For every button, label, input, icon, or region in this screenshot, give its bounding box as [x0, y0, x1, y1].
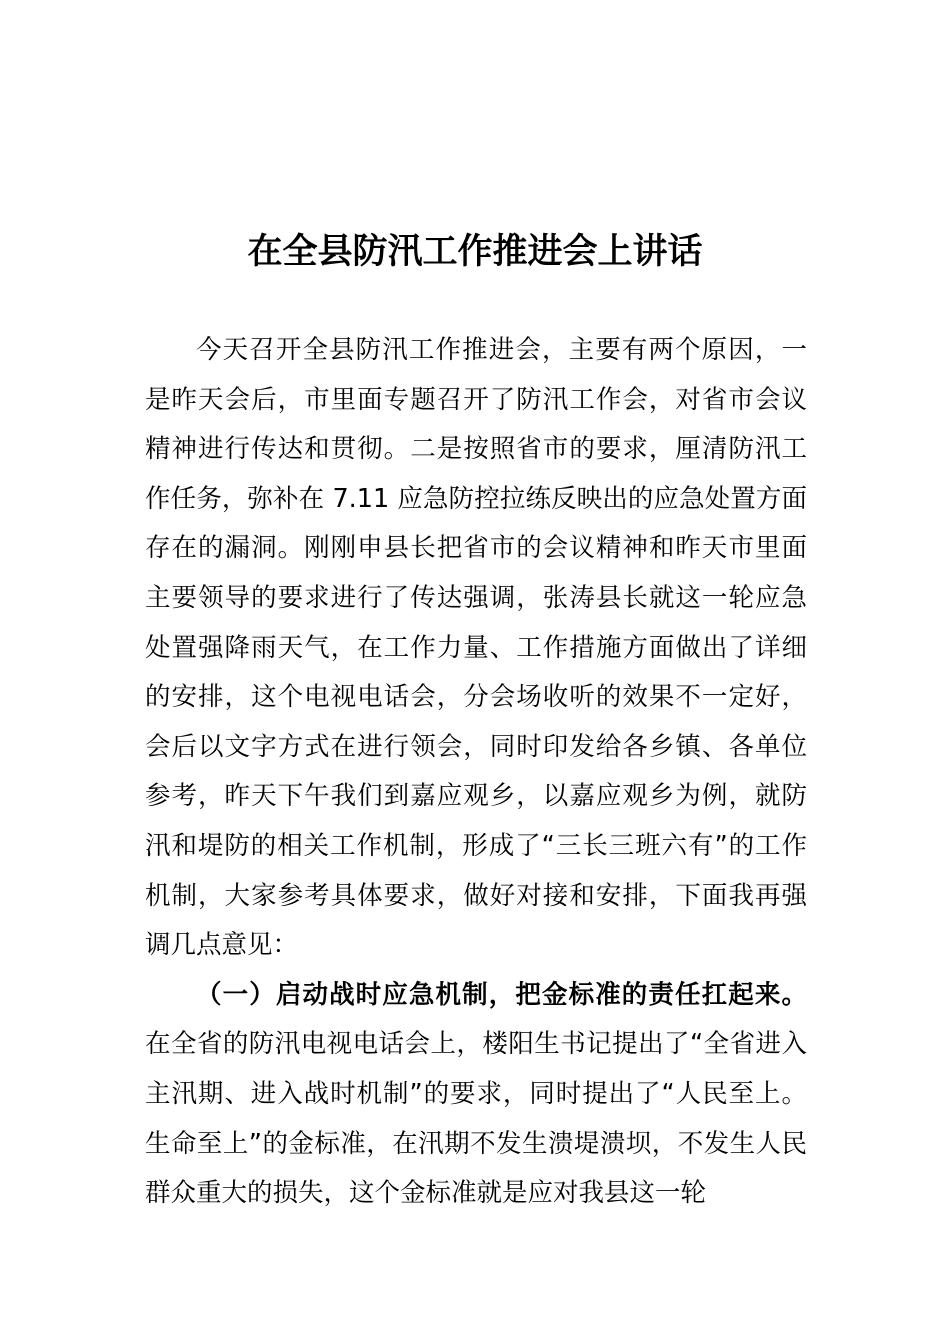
document-body: [145, 326, 807, 1219]
section-text: 在全省的防汛电视电话会上，楼阳生书记提出了“全省进入主汛期、进入战时机制”的要求，同时提出了“人民至上。生命至上”的金标准，在汛期不发生溃堤溃坝，不发生人民群众重大的损失，这个金标准就是应对我县这一轮: [145, 1029, 807, 1209]
section-paragraph: [145, 971, 807, 1219]
section-heading: （一）启动战时应急机制，把金标准的责任扛起来。: [196, 979, 807, 1010]
body-paragraph: 今天召开全县防汛工作推进会，主要有两个原因，一是昨天会后，市里面专题召开了防汛工作会，对省市会议精神进行传达和贯彻。二是按照省市的要求，厘清防汛工作任务，弥补在 7.11 应急防控拉练反映出的应急处置方面存在的漏洞。刚刚申县长把省市的会议精神和昨天市里面主要领导的要求进行了传达强调，张涛县长就这一轮应急处置强降雨天气，在工作力量、工作措施方面做出了详细的安排，这个电视电话会，分会场收听的效果不一定好，会后以文字方式在进行领会，同时印发给各乡镇、各单位参考，昨天下午我们到嘉应观乡，以嘉应观乡为例，就防汛和堤防的相关工作机制，形成了“三长三班六有”的工作机制，大家参考具体要求，做好对接和安排，下面我再强调几点意见：: [145, 335, 807, 961]
document-title: 在全县防汛工作推进会上讲话: [247, 232, 703, 272]
